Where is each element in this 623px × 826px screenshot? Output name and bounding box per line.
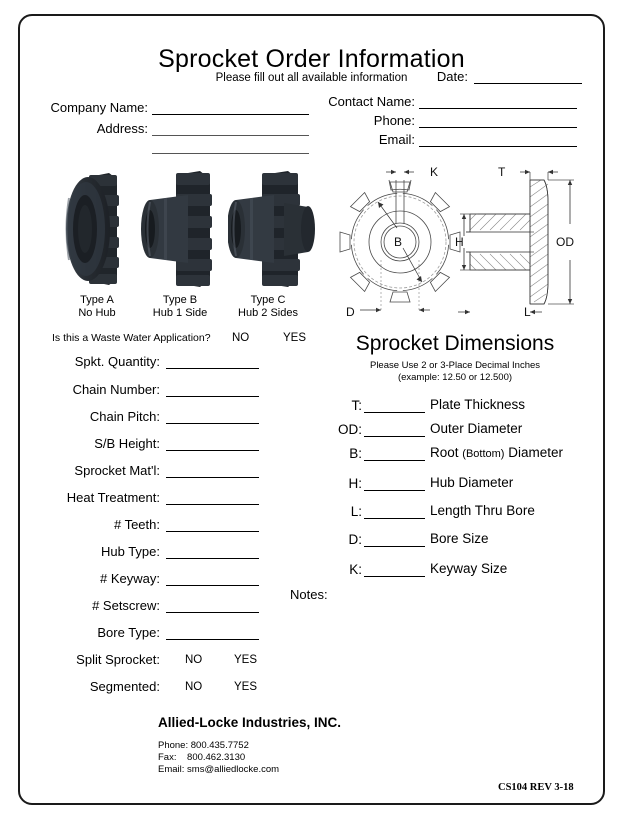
email-label: Email: (378, 132, 415, 147)
revision-code: CS104 REV 3-18 (498, 782, 574, 793)
phone-input[interactable] (419, 110, 577, 128)
split-sprocket-option-no[interactable]: NO (185, 654, 203, 666)
field-label-spkt-quantity: Spkt. Quantity: (74, 354, 160, 369)
dimension-input-od[interactable] (364, 419, 425, 437)
dimension-desc-b-paren: (Bottom) (462, 448, 505, 460)
date-input[interactable] (474, 66, 582, 84)
page-subtitle: Please fill out all available information (215, 72, 408, 84)
company-name-input[interactable] (152, 97, 309, 115)
field-input-keyway[interactable] (166, 568, 259, 586)
diagram-label-b: B (394, 235, 403, 249)
field-label-heat-treatment: Heat Treatment: (66, 490, 160, 505)
diagram-label-od: OD (556, 235, 574, 249)
company-footer-email: Email: sms@alliedlocke.com (158, 764, 280, 775)
sprocket-photo-type-c (228, 170, 316, 288)
dimension-desc-b-tail: Diameter (508, 445, 564, 460)
field-label-sb-height: S/B Height: (94, 436, 160, 451)
contact-name-label: Contact Name: (328, 94, 415, 109)
field-input-hub-type[interactable] (166, 541, 259, 559)
dimension-desc-b (430, 445, 563, 460)
field-label-setscrew: # Setscrew: (92, 598, 160, 613)
field-input-heat-treatment[interactable] (166, 487, 259, 505)
dimension-code-h: H: (348, 476, 362, 491)
waste-water-question: Is this a Waste Water Application? (52, 332, 211, 344)
dimensions-section-title: Sprocket Dimensions (355, 332, 555, 355)
address-line2-input[interactable] (152, 136, 309, 154)
company-name-label: Company Name: (50, 100, 148, 115)
field-label-bore-type: Bore Type: (97, 625, 160, 640)
dimension-input-t[interactable] (364, 395, 425, 413)
field-input-bore-type[interactable] (166, 622, 259, 640)
company-footer-name: Allied-Locke Industries, INC. (158, 715, 342, 730)
dimension-desc-b-main: Root (430, 445, 459, 460)
photo-caption-type-a-title: Type A (80, 294, 114, 306)
company-footer-phone: Phone: 800.435.7752 (158, 740, 249, 751)
diagram-label-k: K (430, 165, 439, 179)
phone-label: Phone: (373, 113, 415, 128)
photo-caption-type-b-title: Type B (162, 294, 198, 306)
email-input[interactable] (419, 129, 577, 147)
photo-caption-type-c-desc: Hub 2 Sides (238, 307, 298, 319)
address-label: Address: (96, 121, 148, 136)
field-input-sprocket-material[interactable] (166, 460, 259, 478)
field-label-chain-number: Chain Number: (72, 382, 160, 397)
diagram-label-h: H (455, 235, 464, 249)
field-input-setscrew[interactable] (166, 595, 259, 613)
diagram-label-l: L (524, 305, 531, 318)
field-input-chain-pitch[interactable] (166, 406, 259, 424)
waste-water-option-no[interactable]: NO (232, 332, 250, 344)
dimension-input-l[interactable] (364, 501, 425, 519)
segmented-option-no[interactable]: NO (185, 681, 203, 693)
dimension-code-l: L: (350, 504, 362, 519)
dimension-code-od: OD: (337, 422, 362, 437)
field-label-split-sprocket: Split Sprocket: (76, 652, 160, 667)
dimension-desc-t: Plate Thickness (430, 397, 526, 412)
dimensions-section-note (325, 360, 585, 383)
segmented-option-yes[interactable]: YES (234, 681, 258, 693)
dimensions-note-line2: (example: 12.50 or 12.500) (397, 371, 513, 383)
dimension-desc-l: Length Thru Bore (430, 503, 535, 518)
field-label-keyway: # Keyway: (100, 571, 160, 586)
company-footer-fax: Fax: 800.462.3130 (158, 752, 246, 763)
diagram-label-d: D (346, 305, 355, 318)
page-title: Sprocket Order Information (158, 45, 465, 73)
notes-label: Notes: (290, 587, 328, 602)
field-label-chain-pitch: Chain Pitch: (89, 409, 160, 424)
dimension-code-t: T: (351, 398, 362, 413)
field-label-segmented: Segmented: (89, 679, 160, 694)
dimension-input-b[interactable] (364, 443, 425, 461)
field-input-spkt-quantity[interactable] (166, 351, 259, 369)
field-input-chain-number[interactable] (166, 379, 259, 397)
sprocket-photo-type-b (140, 170, 225, 288)
photo-caption-type-c (213, 294, 323, 320)
dimension-code-k: K: (349, 562, 362, 577)
sprocket-engineering-drawing (338, 158, 588, 318)
dimension-desc-d: Bore Size (430, 531, 489, 546)
dimension-input-d[interactable] (364, 529, 425, 547)
split-sprocket-option-yes[interactable]: YES (234, 654, 258, 666)
dimension-code-d: D: (348, 532, 362, 547)
dimension-input-k[interactable] (364, 559, 425, 577)
dimension-desc-h: Hub Diameter (430, 475, 514, 490)
field-input-sb-height[interactable] (166, 433, 259, 451)
waste-water-option-yes[interactable]: YES (283, 332, 307, 344)
date-label: Date: (436, 69, 468, 84)
notes-input[interactable] (340, 584, 580, 684)
field-input-teeth[interactable] (166, 514, 259, 532)
contact-name-input[interactable] (419, 91, 577, 109)
photo-caption-type-b-desc: Hub 1 Side (152, 307, 208, 319)
dimensions-note-line1: Please Use 2 or 3-Place Decimal Inches (369, 360, 541, 371)
sprocket-photo-type-a (55, 170, 145, 288)
dimension-input-h[interactable] (364, 473, 425, 491)
photo-caption-type-c-title: Type C (250, 294, 286, 306)
diagram-label-t: T (498, 165, 506, 179)
dimension-desc-k: Keyway Size (430, 561, 508, 576)
address-input[interactable] (152, 118, 309, 136)
photo-caption-type-a-desc: No Hub (78, 307, 116, 319)
dimension-code-b: B: (349, 446, 362, 461)
field-label-teeth: # Teeth: (113, 517, 160, 532)
field-label-sprocket-material: Sprocket Mat'l: (74, 463, 160, 478)
field-label-hub-type: Hub Type: (100, 544, 160, 559)
dimension-desc-od: Outer Diameter (430, 421, 523, 436)
